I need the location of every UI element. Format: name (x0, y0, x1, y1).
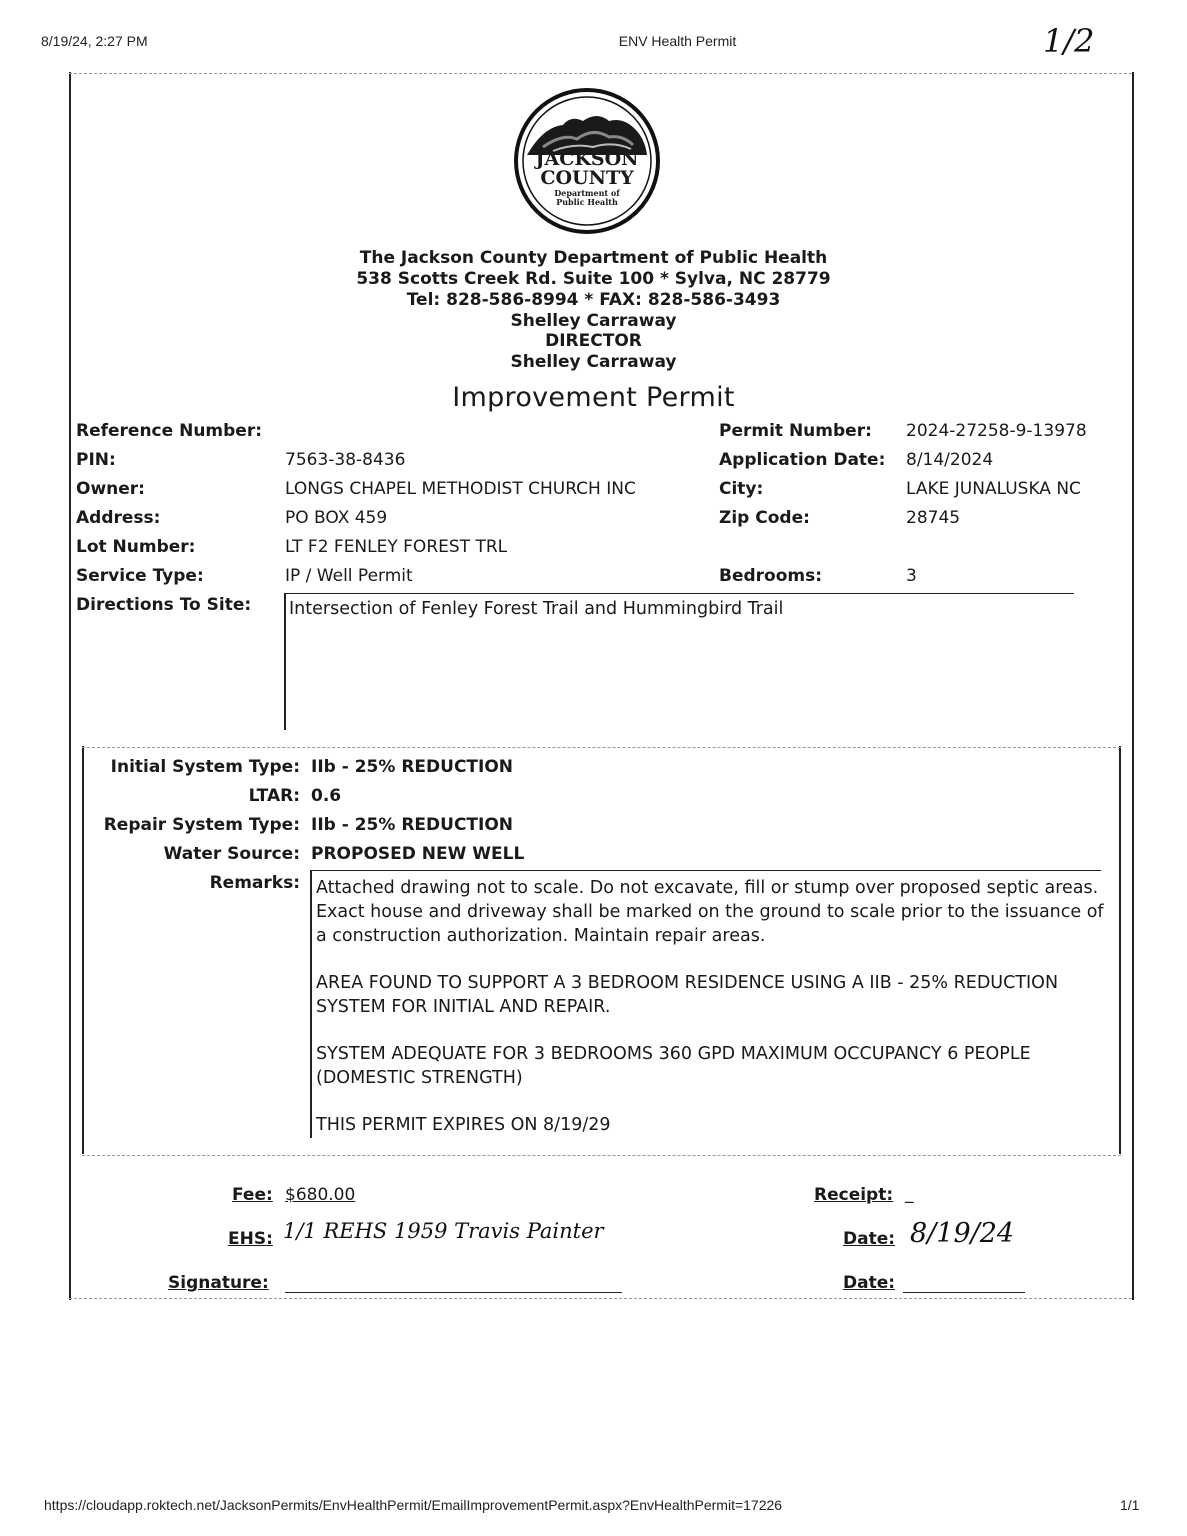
remarks-text (316, 876, 1106, 1160)
logo-department-of: Department of (554, 188, 620, 198)
remarks-paragraph: AREA FOUND TO SUPPORT A 3 BEDROOM RESIDENCE USING A IIB - 25% REDUCTION SYSTEM FOR INITIAL AND REPAIR. (316, 973, 1059, 1017)
logo-county: COUNTY (540, 167, 634, 189)
address-value: PO BOX 459 (285, 508, 388, 528)
lot-number-value: LT F2 FENLEY FOREST TRL (285, 537, 508, 557)
signature-line (285, 1292, 622, 1293)
directions-box-left (284, 593, 286, 730)
system-box-top (82, 747, 1121, 748)
receipt-value: _ (905, 1184, 914, 1204)
pin-label: PIN: (76, 450, 116, 470)
water-source-value: PROPOSED NEW WELL (311, 844, 525, 864)
water-source-label: Water Source: (163, 844, 300, 864)
owner-label: Owner: (76, 479, 145, 499)
repair-system-type-label: Repair System Type: (103, 815, 300, 835)
initial-system-type-label: Initial System Type: (110, 757, 300, 777)
director-title: DIRECTOR (545, 331, 642, 351)
department-phone: Tel: 828-586-8994 * FAX: 828-586-3493 (406, 290, 781, 310)
fee-label: Fee: (232, 1185, 273, 1205)
department-address: 538 Scotts Creek Rd. Suite 100 * Sylva, NC 28779 (356, 269, 831, 289)
handwritten-page-number: 1/2 (1043, 22, 1095, 60)
zip-code-value: 28745 (906, 508, 961, 528)
city-value: LAKE JUNALUSKA NC (906, 479, 1081, 499)
signature-label: Signature: (168, 1273, 269, 1293)
zip-code-label: Zip Code: (719, 508, 810, 528)
permit-number-value: 2024-27258-9-13978 (906, 421, 1087, 441)
application-date-label: Application Date: (719, 450, 886, 470)
directions-value: Intersection of Fenley Forest Trail and Hummingbird Trail (289, 599, 784, 619)
owner-value: LONGS CHAPEL METHODIST CHURCH INC (285, 479, 636, 499)
remarks-paragraph: Attached drawing not to scale. Do not excavate, fill or stump over proposed septic areas. Exact house and driveway shall be marked on the ground to scale prior to the issuance of a construction authorization. Maintain repair areas. (316, 878, 1104, 946)
directions-box-top (284, 593, 1074, 594)
print-page-title: ENV Health Permit (618, 33, 737, 49)
department-name: The Jackson County Department of Public Health (359, 248, 828, 268)
reference-number-label: Reference Number: (76, 421, 263, 441)
bedrooms-value: 3 (906, 566, 917, 586)
print-datetime: 8/19/24, 2:27 PM (41, 33, 148, 49)
directions-label: Directions To Site: (76, 595, 252, 615)
print-url: https://cloudapp.roktech.net/JacksonPermits/EnvHealthPermit/EmailImprovementPermit.aspx?EnvHealthPermit=17226 (44, 1497, 783, 1513)
permit-title: Improvement Permit (452, 382, 735, 413)
director-name-2: Shelley Carraway (510, 352, 677, 372)
fee-value: $680.00 (285, 1185, 356, 1205)
remarks-box-left (310, 870, 312, 1138)
system-box-left (82, 746, 84, 1154)
service-type-value: IP / Well Permit (285, 566, 413, 586)
print-page-count: 1/1 (1120, 1497, 1140, 1513)
logo-jackson: JACKSON (535, 148, 639, 170)
initial-system-type-value: IIb - 25% REDUCTION (311, 757, 514, 777)
city-label: City: (719, 479, 764, 499)
top-dashed-border (69, 73, 1132, 74)
pin-value: 7563-38-8436 (285, 450, 406, 470)
repair-system-type-value: IIb - 25% REDUCTION (311, 815, 514, 835)
bedrooms-label: Bedrooms: (719, 566, 823, 586)
signature-date-line (903, 1292, 1025, 1293)
county-seal-logo (513, 87, 661, 235)
lot-number-label: Lot Number: (76, 537, 196, 557)
receipt-label: Receipt: (814, 1185, 894, 1205)
system-box-right (1119, 746, 1121, 1154)
bottom-dashed-border (69, 1298, 1132, 1299)
remarks-paragraph: THIS PERMIT EXPIRES ON 8/19/29 (316, 1115, 611, 1135)
remarks-box-top (310, 870, 1101, 871)
permit-number-label: Permit Number: (719, 421, 872, 441)
date-label: Date: (843, 1229, 896, 1249)
logo-public-health: Public Health (556, 197, 618, 207)
ehs-label: EHS: (228, 1229, 273, 1249)
remarks-paragraph: SYSTEM ADEQUATE FOR 3 BEDROOMS 360 GPD MAXIMUM OCCUPANCY 6 PEOPLE (DOMESTIC STRENGTH) (316, 1044, 1031, 1088)
application-date-value: 8/14/2024 (906, 450, 994, 470)
director-name: Shelley Carraway (510, 311, 677, 331)
service-type-label: Service Type: (76, 566, 204, 586)
remarks-label: Remarks: (209, 873, 300, 893)
address-label: Address: (76, 508, 161, 528)
ehs-signature: 1/1 REHS 1959 Travis Painter (283, 1219, 604, 1243)
ltar-label: LTAR: (248, 786, 300, 806)
ltar-value: 0.6 (311, 786, 342, 806)
handwritten-date: 8/19/24 (910, 1218, 1015, 1249)
signature-date-label: Date: (843, 1273, 896, 1293)
